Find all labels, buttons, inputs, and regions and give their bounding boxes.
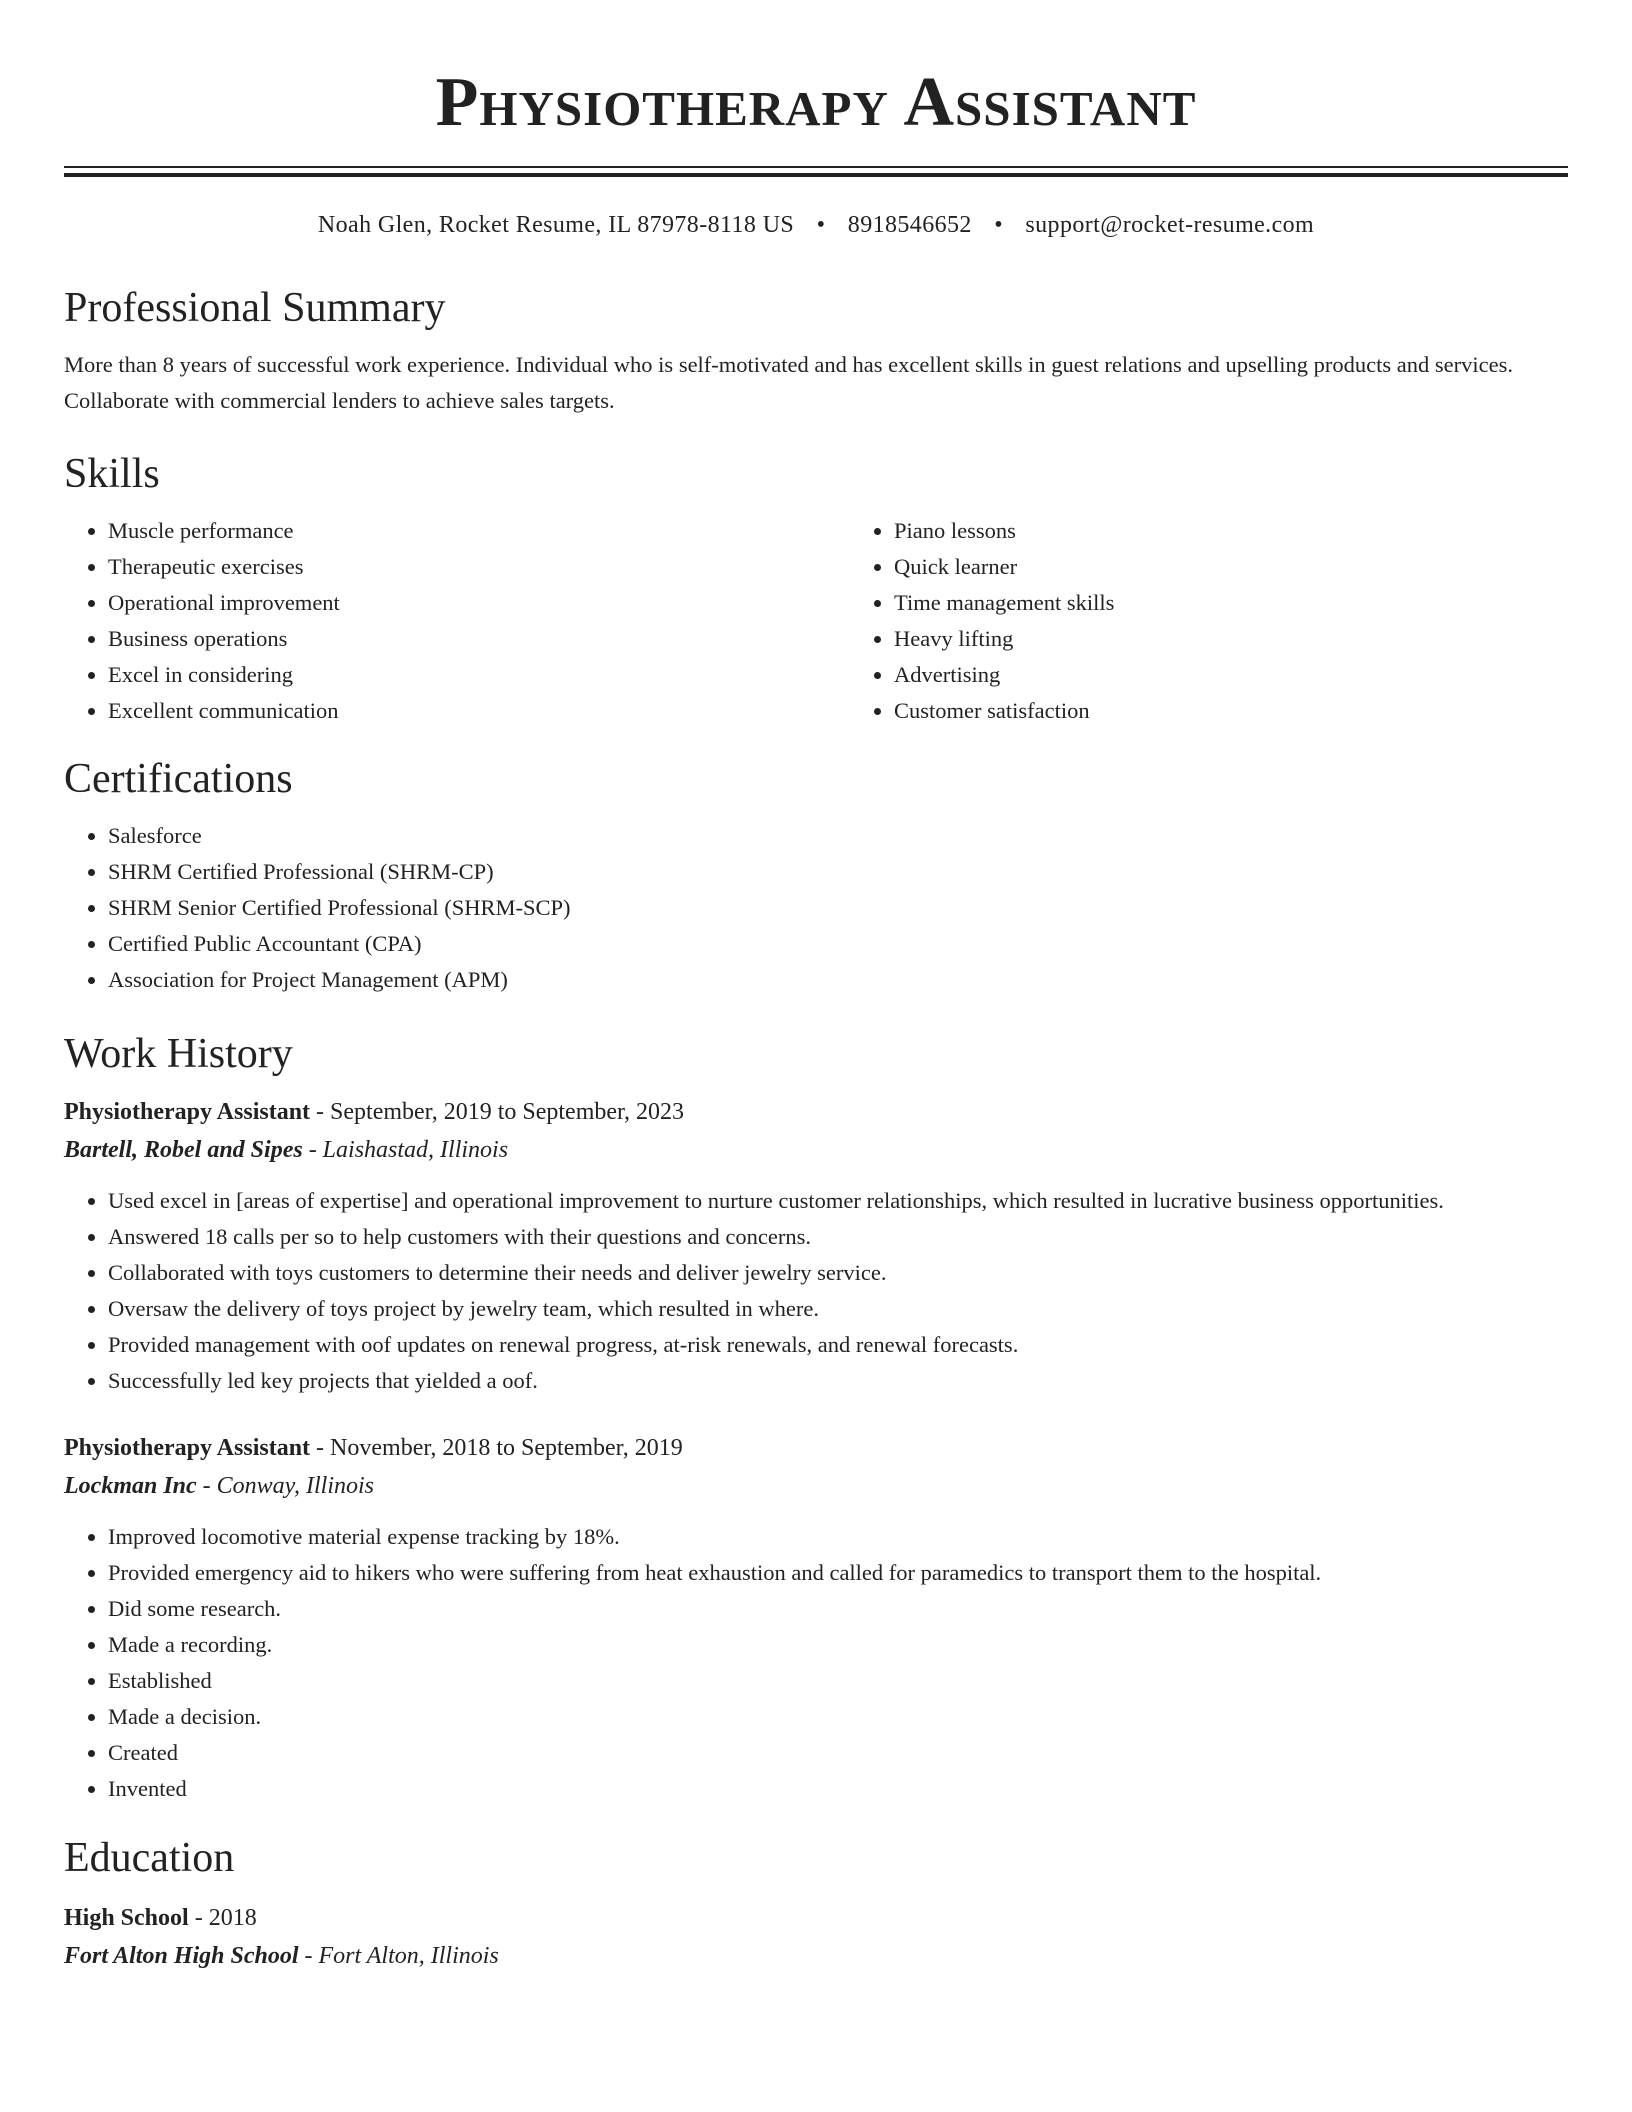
job-bullets [64, 1183, 1568, 1399]
job-dates: - November, 2018 to September, 2019 [310, 1435, 683, 1461]
list-item: • Salesforce [108, 818, 1568, 854]
skills-list-right [850, 513, 1594, 729]
job-bullets [64, 1519, 1568, 1807]
job-employer [64, 1467, 1568, 1505]
section-heading-education: Education [64, 1835, 235, 1881]
list-item: • Established [108, 1663, 1568, 1699]
job-role: Physiotherapy Assistant [64, 1099, 311, 1125]
section-heading-skills: Skills [64, 451, 160, 497]
title-divider-thick [64, 173, 1568, 177]
contact-separator: • [994, 212, 1004, 238]
job-dates: - September, 2019 to September, 2023 [310, 1099, 685, 1125]
education-school-line [64, 1937, 1568, 1975]
contact-separator: • [816, 212, 826, 238]
education-year: - 2018 [188, 1905, 257, 1931]
list-item: • Answered 18 calls per so to help customers with their questions and concerns. [108, 1219, 1568, 1255]
contact-address: Noah Glen, Rocket Resume, IL 87978-8118 US [317, 212, 795, 238]
job-employer [64, 1131, 1568, 1169]
job-company: Bartell, Robel and Sipes [64, 1137, 303, 1163]
list-item: • Successfully led key projects that yielded a oof. [108, 1363, 1568, 1399]
list-item: • Excel in considering [108, 657, 850, 693]
education-entry [64, 1899, 1568, 1975]
list-item: • Did some research. [108, 1591, 1568, 1627]
job-location: - Conway, Illinois [196, 1473, 375, 1499]
list-item: • Excellent communication [108, 693, 850, 729]
list-item: • Muscle performance [108, 513, 850, 549]
certifications-list [64, 818, 1568, 998]
skills-grid [64, 513, 1568, 729]
skills-list-left [64, 513, 850, 729]
list-item: • SHRM Senior Certified Professional (SHRM-SCP) [108, 890, 1568, 926]
job-heading [64, 1093, 1568, 1131]
list-item: • Made a recording. [108, 1627, 1568, 1663]
list-item: • Provided emergency aid to hikers who were suffering from heat exhaustion and called for paramedics to transport them to the hospital. [108, 1555, 1568, 1591]
contact-email: support@rocket-resume.com [1025, 212, 1315, 238]
list-item: • Oversaw the delivery of toys project by jewelry team, which resulted in where. [108, 1291, 1568, 1327]
list-item: • Created [108, 1735, 1568, 1771]
education-school: Fort Alton High School [64, 1943, 299, 1969]
list-item: • Advertising [894, 657, 1594, 693]
job-heading [64, 1429, 1568, 1467]
list-item: • Used excel in [areas of expertise] and operational improvement to nurture customer relationships, which resulted in lucrative business opportunities. [108, 1183, 1568, 1219]
list-item: • Piano lessons [894, 513, 1594, 549]
education-location: - Fort Alton, Illinois [298, 1943, 499, 1969]
list-item: • SHRM Certified Professional (SHRM-CP) [108, 854, 1568, 890]
list-item: • Customer satisfaction [894, 693, 1594, 729]
list-item: • Invented [108, 1771, 1568, 1807]
education-heading [64, 1899, 1568, 1937]
summary-text: More than 8 years of successful work experience. Individual who is self-motivated and has excellent skills in guest relations and upselling products and services. Collaborate with commercial lenders to achieve sales targets. [64, 352, 1513, 413]
list-item: • Provided management with oof updates on renewal progress, at-risk renewals, and renewal forecasts. [108, 1327, 1568, 1363]
job-entry [64, 1429, 1568, 1807]
list-item: • Heavy lifting [894, 621, 1594, 657]
title-divider-thin [64, 166, 1568, 168]
resume-title: Physiotherapy Assistant [435, 64, 1197, 141]
job-company: Lockman Inc [64, 1473, 197, 1499]
list-item: • Certified Public Accountant (CPA) [108, 926, 1568, 962]
job-entry [64, 1093, 1568, 1399]
list-item: • Made a decision. [108, 1699, 1568, 1735]
list-item: • Operational improvement [108, 585, 850, 621]
contact-line [64, 209, 1568, 241]
list-item: • Time management skills [894, 585, 1594, 621]
contact-phone: 8918546652 [847, 212, 972, 238]
section-heading-work-history: Work History [64, 1031, 293, 1077]
list-item: • Quick learner [894, 549, 1594, 585]
list-item: • Improved locomotive material expense tracking by 18%. [108, 1519, 1568, 1555]
list-item: • Association for Project Management (APM) [108, 962, 1568, 998]
section-heading-summary: Professional Summary [64, 285, 446, 331]
job-role: Physiotherapy Assistant [64, 1435, 311, 1461]
section-heading-certifications: Certifications [64, 756, 293, 802]
list-item: • Therapeutic exercises [108, 549, 850, 585]
list-item: • Collaborated with toys customers to determine their needs and deliver jewelry service. [108, 1255, 1568, 1291]
list-item: • Business operations [108, 621, 850, 657]
job-location: - Laishastad, Illinois [302, 1137, 509, 1163]
education-degree: High School [64, 1905, 189, 1931]
